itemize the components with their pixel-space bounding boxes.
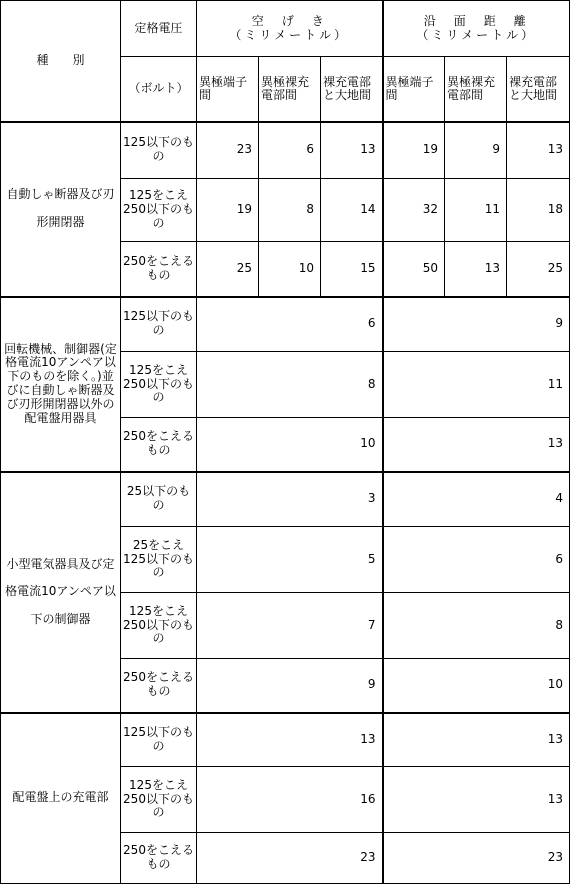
creepage-value: 23 <box>383 833 570 884</box>
voltage-cell: 125以下のもの <box>121 713 197 767</box>
category-cell: 小型電気器具及び定格電流10アンペア以下の制御器 <box>1 472 121 713</box>
clearance-value: 23 <box>197 833 383 884</box>
voltage-cell: 125をこえ250以下のもの <box>121 767 197 833</box>
clearance-value: 9 <box>197 659 383 713</box>
clearance-value: 13 <box>197 713 383 767</box>
creepage-value: 9 <box>383 297 570 352</box>
value-cell: 10 <box>259 242 321 297</box>
header-sub-5: 異極裸充電部間 <box>445 57 507 122</box>
value-cell: 23 <box>197 122 259 179</box>
value-cell: 25 <box>197 242 259 297</box>
voltage-cell: 125をこえ250以下のもの <box>121 593 197 659</box>
value-cell: 13 <box>445 242 507 297</box>
creepage-value: 4 <box>383 472 570 527</box>
creepage-value: 6 <box>383 527 570 593</box>
clearance-value: 6 <box>197 297 383 352</box>
header-sub-4: 異極端子間 <box>383 57 445 122</box>
table-row <box>1 297 570 352</box>
value-cell: 9 <box>445 122 507 179</box>
creepage-value: 11 <box>383 352 570 418</box>
value-cell: 8 <box>259 179 321 242</box>
header-creepage-unit: （ミリメートル） <box>416 27 537 42</box>
voltage-cell: 125をこえ250以下のもの <box>121 179 197 242</box>
value-cell: 25 <box>507 242 570 297</box>
clearance-value: 10 <box>197 418 383 472</box>
value-cell: 19 <box>383 122 445 179</box>
clearance-value: 5 <box>197 527 383 593</box>
clearance-value: 3 <box>197 472 383 527</box>
voltage-cell: 25をこえ125以下のもの <box>121 527 197 593</box>
value-cell: 19 <box>197 179 259 242</box>
header-sub-2: 異極裸充電部間 <box>259 57 321 122</box>
header-kind: 種 別 <box>1 1 121 122</box>
voltage-cell: 125以下のもの <box>121 297 197 352</box>
voltage-cell: 250をこえるもの <box>121 833 197 884</box>
header-sub-6: 裸充電部と大地間 <box>507 57 570 122</box>
creepage-value: 13 <box>383 418 570 472</box>
table-row <box>1 122 570 179</box>
header-rated-voltage: 定格電圧 <box>121 1 197 57</box>
creepage-value: 8 <box>383 593 570 659</box>
voltage-cell: 125以下のもの <box>121 122 197 179</box>
value-cell: 18 <box>507 179 570 242</box>
category-cell: 回転機械、制御器(定格電流10アンペア以下のものを除く。)並びに自動しゃ断器及び刃形開閉器以外の配電盤用器具 <box>1 297 121 472</box>
voltage-cell: 250をこえるもの <box>121 242 197 297</box>
creepage-value: 10 <box>383 659 570 713</box>
header-clearance-unit: （ミリメートル） <box>229 27 350 42</box>
clearance-value: 16 <box>197 767 383 833</box>
clearance-value: 8 <box>197 352 383 418</box>
value-cell: 14 <box>321 179 383 242</box>
voltage-cell: 25以下のもの <box>121 472 197 527</box>
value-cell: 32 <box>383 179 445 242</box>
value-cell: 50 <box>383 242 445 297</box>
category-cell: 配電盤上の充電部 <box>1 713 121 884</box>
header-voltage-unit: （ボルト） <box>121 57 197 122</box>
header-clearance <box>197 1 383 57</box>
table-row <box>1 472 570 527</box>
header-sub-1: 異極端子間 <box>197 57 259 122</box>
voltage-cell: 250をこえるもの <box>121 418 197 472</box>
voltage-cell: 125をこえ250以下のもの <box>121 352 197 418</box>
value-cell: 6 <box>259 122 321 179</box>
table-row <box>1 713 570 767</box>
header-creepage <box>383 1 570 57</box>
value-cell: 11 <box>445 179 507 242</box>
clearance-value: 7 <box>197 593 383 659</box>
header-creepage-title: 沿 面 距 離 <box>423 13 529 28</box>
value-cell: 15 <box>321 242 383 297</box>
creepage-value: 13 <box>383 767 570 833</box>
header-clearance-title: 空 げ き <box>251 13 327 28</box>
voltage-cell: 250をこえるもの <box>121 659 197 713</box>
value-cell: 13 <box>321 122 383 179</box>
value-cell: 13 <box>507 122 570 179</box>
category-cell: 自動しゃ断器及び刃形開閉器 <box>1 122 121 297</box>
creepage-value: 13 <box>383 713 570 767</box>
header-sub-3: 裸充電部と大地間 <box>321 57 383 122</box>
